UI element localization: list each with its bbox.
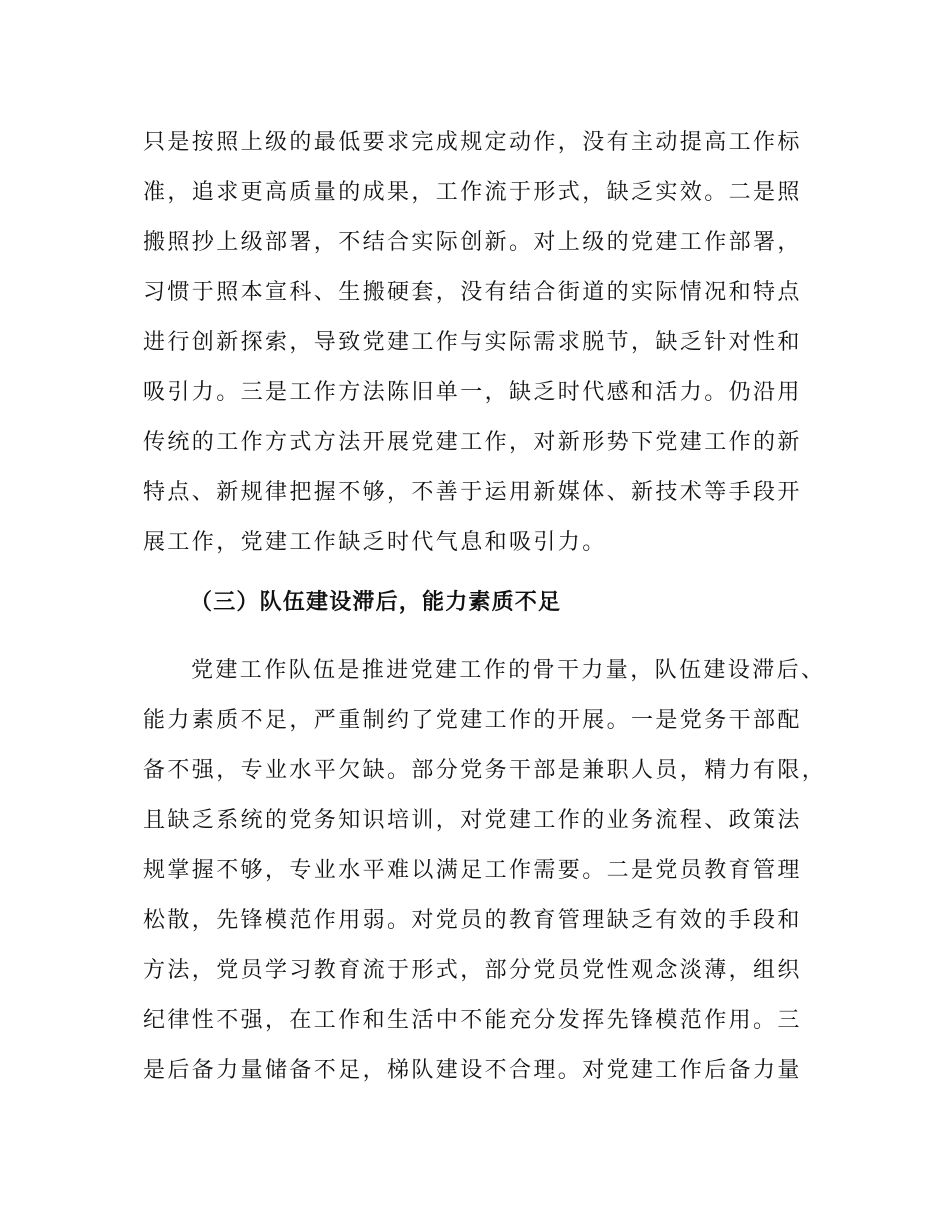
paragraph-line: 展工作，党建工作缺乏时代气息和吸引力。 <box>143 530 607 555</box>
paragraph-continued <box>143 118 823 568</box>
paragraph-line: 搬照抄上级部署，不结合实际创新。对上级的党建工作部署， <box>143 230 802 255</box>
paragraph-line: 且缺乏系统的党务知识培训，对党建工作的业务流程、政策法 <box>143 808 802 833</box>
paragraph-line: 只是按照上级的最低要求完成规定动作，没有主动提高工作标 <box>143 130 802 155</box>
paragraph-line: 是后备力量储备不足，梯队建设不合理。对党建工作后备力量 <box>143 1058 802 1083</box>
paragraph-line: 吸引力。三是工作方法陈旧单一，缺乏时代感和活力。仍沿用 <box>143 380 802 405</box>
paragraph-line: 方法，党员学习教育流于形式，部分党员党性观念淡薄，组织 <box>143 958 802 983</box>
paragraph-team-building <box>143 646 827 1096</box>
paragraph-line: 纪律性不强，在工作和生活中不能充分发挥先锋模范作用。三 <box>143 1008 802 1033</box>
paragraph-line: 特点、新规律把握不够，不善于运用新媒体、新技术等手段开 <box>143 480 802 505</box>
paragraph-line-first: 党建工作队伍是推进党建工作的骨干力量，队伍建设滞后、 <box>191 658 826 683</box>
paragraph-line: 准，追求更高质量的成果，工作流于形式，缺乏实效。二是照 <box>143 180 802 205</box>
paragraph-line: 规掌握不够，专业水平难以满足工作需要。二是党员教育管理 <box>143 858 802 883</box>
paragraph-line: 松散，先锋模范作用弱。对党员的教育管理缺乏有效的手段和 <box>143 908 802 933</box>
paragraph-line: 进行创新探索，导致党建工作与实际需求脱节，缺乏针对性和 <box>143 330 802 355</box>
paragraph-line: 习惯于照本宣科、生搬硬套，没有结合街道的实际情况和特点 <box>143 280 802 305</box>
paragraph-line: 备不强，专业水平欠缺。部分党务干部是兼职人员，精力有限， <box>143 758 827 783</box>
section-heading: （三）队伍建设滞后，能力素质不足 <box>190 590 562 615</box>
paragraph-line: 传统的工作方式方法开展党建工作，对新形势下党建工作的新 <box>143 430 802 455</box>
paragraph-line: 能力素质不足，严重制约了党建工作的开展。一是党务干部配 <box>143 708 802 733</box>
